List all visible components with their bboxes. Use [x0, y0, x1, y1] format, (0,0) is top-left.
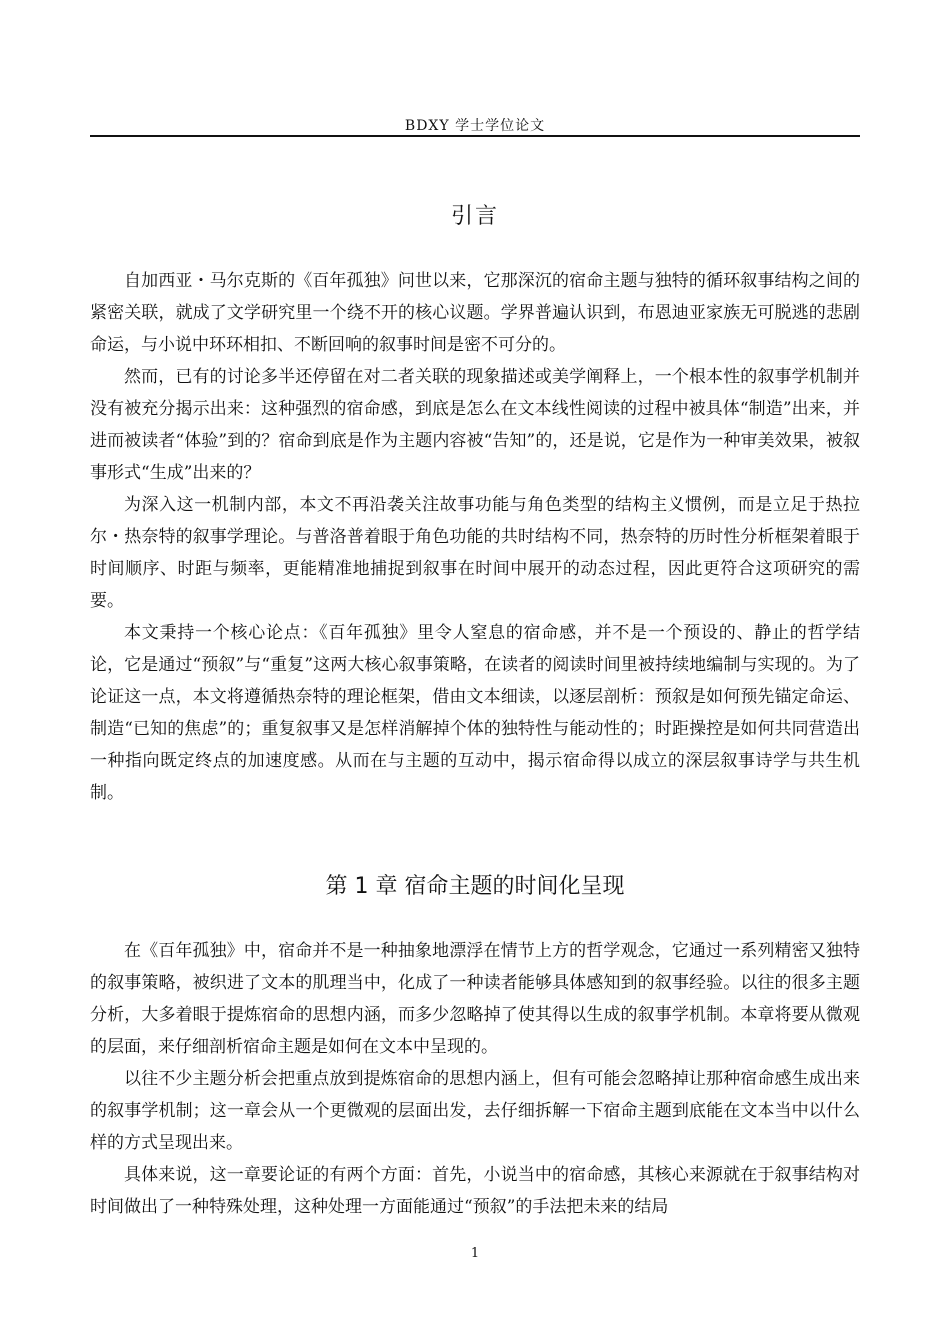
running-header: BDXY 学士学位论文 [404, 118, 546, 134]
paragraph: 然而，已有的讨论多半还停留在对二者关联的现象描述或美学阐释上，一个根本性的叙事学机制并没有被充分揭示出来：这种强烈的宿命感，到底是怎么在文本线性阅读的过程中被具体“制造”出来，并进而被读者“体验”到的？宿命到底是作为主题内容被“告知”的，还是说，它是作为一种审美效果，被叙事形式“生成”出来的？ [90, 367, 860, 483]
paragraph: 自加西亚・马尔克斯的《百年孤独》问世以来，它那深沉的宿命主题与独特的循环叙事结构之间的紧密关联，就成了文学研究里一个绕不开的核心议题。学界普遍认识到，布恩迪亚家族无可脱逃的悲剧命运，与小说中环环相扣、不断回响的叙事时间是密不可分的。 [90, 271, 860, 355]
introduction-body [90, 265, 860, 809]
paragraph: 具体来说，这一章要论证的有两个方面：首先，小说当中的宿命感，其核心来源就在于叙事结构对时间做出了一种特殊处理，这种处理一方面能通过“预叙”的手法把未来的结局 [90, 1165, 860, 1217]
paragraph: 在《百年孤独》中，宿命并不是一种抽象地漂浮在情节上方的哲学观念，它通过一系列精密又独特的叙事策略，被织进了文本的肌理当中，化成了一种读者能够具体感知到的叙事经验。以往的很多主题分析，大多着眼于提炼宿命的思想内涵，而多少忽略掉了使其得以生成的叙事学机制。本章将要从微观的层面，来仔细剖析宿命主题是如何在文本中呈现的。 [90, 941, 860, 1057]
paragraph: 为深入这一机制内部，本文不再沿袭关注故事功能与角色类型的结构主义惯例，而是立足于热拉尔・热奈特的叙事学理论。与普洛普着眼于角色功能的共时结构不同，热奈特的历时性分析框架着眼于时间顺序、时距与频率，更能精准地捕捉到叙事在时间中展开的动态过程，因此更符合这项研究的需要。 [90, 495, 860, 611]
header-rule [90, 135, 860, 137]
chapter-title: 第 1 章 宿命主题的时间化呈现 [325, 874, 625, 899]
introduction-title: 引言 [450, 204, 499, 229]
paragraph: 本文秉持一个核心论点：《百年孤独》里令人窒息的宿命感，并不是一个预设的、静止的哲学结论，它是通过“预叙”与“重复”这两大核心叙事策略，在读者的阅读时间里被持续地编制与实现的。为了论证这一点，本文将遵循热奈特的理论框架，借由文本细读，以逐层剖析：预叙是如何预先锚定命运、制造“已知的焦虑”的；重复叙事又是怎样消解掉个体的独特性与能动性的；时距操控是如何共同营造出一种指向既定终点的加速度感。从而在与主题的互动中，揭示宿命得以成立的深层叙事诗学与共生机制。 [90, 623, 860, 803]
page-number: 1 [470, 1246, 480, 1261]
chapter-body [90, 935, 860, 1223]
paragraph: 以往不少主题分析会把重点放到提炼宿命的思想内涵上，但有可能会忽略掉让那种宿命感生成出来的叙事学机制；这一章会从一个更微观的层面出发，去仔细拆解一下宿命主题到底能在文本当中以什么样的方式呈现出来。 [90, 1069, 860, 1153]
